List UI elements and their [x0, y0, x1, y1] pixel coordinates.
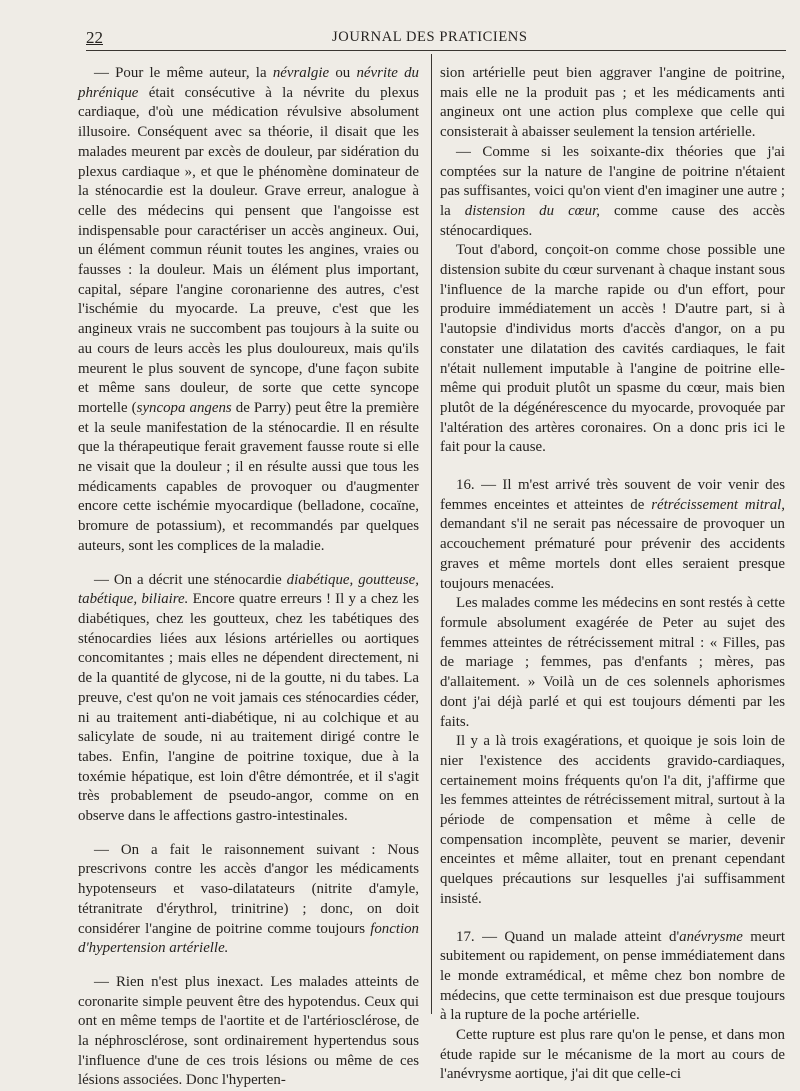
paragraph [78, 64, 419, 557]
paragraph [440, 64, 785, 143]
text-run: sion artérielle peut bien aggraver l'angine de poitrine, mais elle ne la produit pas ; et les médicaments anti angineux ont une action plus complexe que celle qui consisterait à abaisser seulement la tension artérielle. [440, 65, 785, 141]
text-run: Cette rupture est plus rare qu'on le pense, et dans mon étude rapide sur le mécanisme de la mort au cours de l'anévrysme aortique, j'ai dit que celle-ci [440, 1027, 785, 1083]
text-run: Encore quatre erreurs ! Il y a chez les diabétiques, chez les goutteux, chez les tabétiques des sténocardies liées aux lésions artérielles ou aortiques concomitantes ; mais elles ne dépendent directement, ni de la quantité de glycose, ni de la goutte, ni du tabes. La preuve, c'est qu'on ne voit jamais ces sténocardies céder, ni au traitement anti-diabétique, ni au colchique et au salicylate de soude, ni au traitement dirigé contre le tabes. Enfin, l'angine de poitrine toxique, due à la toxémie hépatique, est loin d'être démontrée, et il s'agit très probablement de pseudo-angor, comme on en observe dans le affections gastro-intestinales. [78, 591, 419, 825]
italic-text: syncopa angens [136, 399, 232, 416]
paragraph [440, 594, 785, 732]
paragraph [78, 571, 419, 827]
paragraph [440, 928, 785, 1027]
paragraph [78, 973, 419, 1091]
paragraph [440, 476, 785, 594]
page-header [86, 28, 786, 50]
paragraph [440, 732, 785, 909]
text-run: était consécutive à la névrite du plexus cardiaque, d'où une médication révulsive absolument illusoire. Conséquent avec sa théorie, il disait que les malades meurent par excès de douleur, par sidération du plexus cardiaque », et que le phénomène dominateur de la sténocardie est la douleur. Grave erreur, analogue à celle des médecins qui pensent que l'angoisse est indispensable pour caractériser un accès angineux. Oui, un élément commun réunit toutes les angines, vraies ou fausses : la douleur. Mais un élément plus important, capital, sépare l'angine coronarienne des autres, c'est l'ischémie du myocarde. La preuve, c'est que les angineux vrais ne succombent pas toujours à la suite ou au cours de leurs accès les plus douloureux, mais qu'ils meurent le plus souvent de syncope, d'une façon subite et même sans douleur, de sorte que cette syncope mortelle ( [78, 84, 419, 416]
italic-text: distension du cœur, [464, 202, 600, 219]
paragraph [78, 841, 419, 959]
text-run: de Parry) peut être la première et la seule manifestation de la sténocardie. Il en résulte que la thérapeutique ferait gravement fausse route si elle ne visait que la douleur ; il en résulte aussi que tous les médicaments capables de provoquer ou d'augmenter encore cette ischémie myocardique (belladone, cocaïne, bromure de potassium), et recommandés par quelques auteurs, sont les complices de la maladie. [78, 399, 420, 554]
italic-text: fonction d'hypertension artérielle. [78, 920, 419, 957]
left-column [78, 64, 420, 1089]
text-run: — Pour le même auteur, la [94, 65, 273, 81]
journal-title: JOURNAL DES PRATICIENS [332, 29, 528, 45]
text-run: meurt subitement ou rapidement, on pense immédiatement dans le monde extramédical, et même chez bon nombre de médecins, que cette terminaison est due presque toujours à la rupture de la poche artérielle. [440, 928, 785, 1024]
text-run: Tout d'abord, conçoit-on comme chose possible une distension subite du cœur survenant à chaque instant sous l'influence de la marche rapide ou d'un effort, pour produire immédiatement un accès ! D'autre part, si à l'autopsie d'individus morts d'accès d'angor, on a pu constater une dilatation des cavités cardiaques, le fait n'était nullement imputable à l'angine de poitrine elle-même qui produit plutôt un spasme du cœur, mais bien plutôt de la dégénérescence du myocarde, provoquée par l'altération des artères coronaires. On a donc pris ici le fait pour la cause. [440, 242, 785, 456]
text-run: 16. — Il m'est arrivé très souvent de voir venir des femmes enceintes et atteintes de [440, 477, 785, 513]
italic-text: névralgie [272, 65, 330, 81]
text-run: Les malades comme les médecins en sont restés à cette formule absolument exagérée de Peter au sujet des femmes atteintes de rétrécissement mitral : « Filles, pas de mariage ; femmes, pas d'enfants ; mères, pas d'allaitement. » Voilà un de ces solennels aphorismes dont j'ai déjà parlé et qui est toujours démenti par les faits. [440, 595, 785, 730]
column-divider [431, 54, 432, 1014]
right-column [440, 64, 786, 1083]
text-run: — On a fait le raisonnement suivant : Nous prescrivons contre les accès d'angor les médicaments hypotenseurs et vaso-dilatateurs (nitrite d'amyle, tétranitrate d'érythrol, trinitrine) ; donc, on doit considérer l'angine de poitrine comme toujours [78, 841, 419, 937]
text-run: Il y a là trois exagérations, et quoique je sois loin de nier l'existence des accidents gravido-cardiaques, certainement moins fréquents qu'on l'a dit, j'affirme que les femmes atteintes de rétrécissement mitral, surtout à la période de compensation et même à celle de compensation incomplète, peuvent se marier, devenir enceintes et même allaiter, tout en prenant cependant quelques précautions sur lesquelles j'ai suffisamment insisté. [440, 733, 785, 907]
paragraph [440, 1026, 785, 1085]
text-run: — On a décrit une sténocardie [94, 571, 287, 588]
text-run: 17. — Quand un malade atteint d' [456, 928, 680, 945]
text-run: demandant s'il ne serait pas nécessaire de provoquer un accouchement prématuré pour prévenir des accidents graves et même mortels dont elles seraient presque toujours menacées. [440, 516, 785, 592]
text-run: comme cause des accès sténocardiques. [440, 202, 785, 239]
italic-text: rétrécissement mitral, [651, 496, 785, 513]
text-run: — Rien n'est plus inexact. Les malades atteints de coronarite simple peuvent être des hypotendus. Ceux qui ont en même temps de l'aortite et de l'artériosclérose, de la néphrosclérose, sont ordinairement hypertendus sous l'influence d'une de ces trois lésions ou même de ces lésions associées. Donc l'hyperten- [78, 973, 419, 1089]
italic-text: anévrysme [679, 928, 743, 945]
page-number: 22 [86, 28, 103, 47]
italic-text: névrite du phrénique [78, 65, 419, 101]
italic-text: diabétique, goutteuse, tabétique, biliaire. [78, 571, 420, 608]
text-run: — Comme si les soixante-dix théories que j'ai comptées sur la nature de l'angine de poitrine n'étaient pas suffisantes, voici qu'on vient d'en imaginer une autre ; la [440, 143, 786, 219]
header-rule [86, 50, 786, 51]
paragraph [440, 143, 785, 242]
text-run: ou [329, 65, 357, 81]
paragraph [440, 241, 785, 458]
